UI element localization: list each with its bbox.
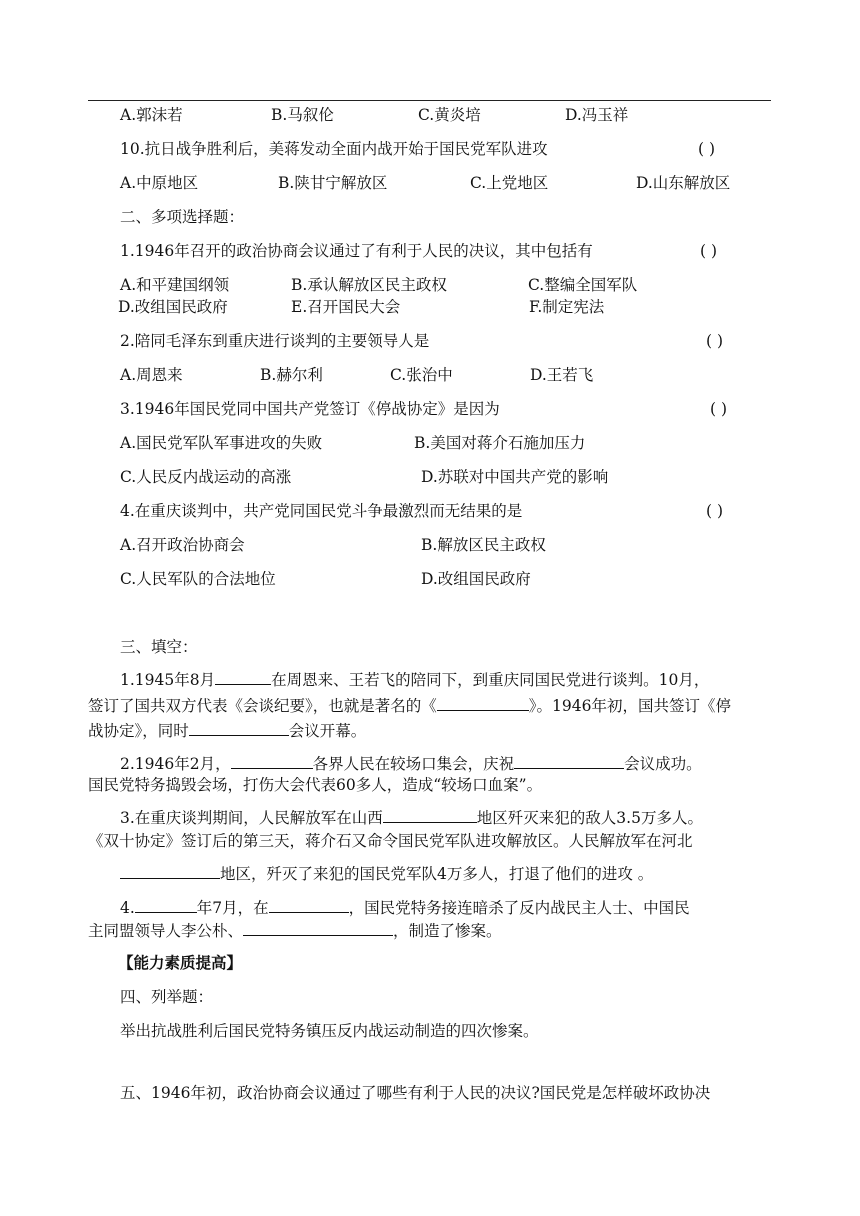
option-c: C.人民军队的合法地位 xyxy=(120,570,276,588)
fill-2-line-2: 国民党特务捣毁会场，打伤大会代表60多人，造成“较场口血案”。 xyxy=(88,776,543,794)
question-4: 4.在重庆谈判中，共产党同国民党斗争最激烈而无结果的是 xyxy=(120,502,523,520)
blank[interactable] xyxy=(135,896,197,913)
fill-2-line-1: 2.1946年2月， 各界人民在较场口集会，庆祝 会议成功。 xyxy=(120,752,702,775)
section-title: 四、列举题： xyxy=(120,988,214,1006)
option-b: B.陕甘宁解放区 xyxy=(278,174,388,192)
option-c: C.上党地区 xyxy=(470,174,549,192)
option-b: B.马叙伦 xyxy=(271,106,334,124)
list-question: 举出抗战胜利后国民党特务镇压反内战运动制造的四次惨案。 xyxy=(120,1022,539,1040)
header-rule xyxy=(88,100,771,101)
option-a: A.召开政治协商会 xyxy=(120,536,245,554)
fill-3-line-3: 地区，歼灭了来犯的国民党军队4万多人，打退了他们的进攻 。 xyxy=(120,862,653,885)
option-b: B.解放区民主政权 xyxy=(421,536,546,554)
answer-paren: ( ) xyxy=(706,502,724,520)
section-title: 三、填空： xyxy=(120,638,198,656)
option-d: D.苏联对中国共产党的影响 xyxy=(421,468,609,486)
ability-heading: 【能力素质提高】 xyxy=(118,953,243,972)
option-c: C.张治中 xyxy=(390,366,453,384)
blank[interactable] xyxy=(215,668,271,685)
question-2: 2.陪同毛泽东到重庆进行谈判的主要领导人是 xyxy=(120,332,430,350)
option-a: A.和平建国纲领 xyxy=(120,276,230,294)
option-b: B.赫尔利 xyxy=(260,366,323,384)
option-b: B.美国对蒋介石施加压力 xyxy=(414,434,586,452)
fill-4-line-1: 4. 年7月，在 ，国民党特务接连暗杀了反内战民主人士、中国民 xyxy=(120,896,690,919)
fill-3-line-1: 3.在重庆谈判期间，人民解放军在山西 地区歼灭来犯的敌人3.5万多人。 xyxy=(120,806,703,829)
option-e: E.召开国民大会 xyxy=(291,298,401,316)
fill-1-line-3: 战协定》，同时 会议开幕。 xyxy=(88,719,366,742)
answer-paren: ( ) xyxy=(700,242,718,260)
blank[interactable] xyxy=(120,862,220,879)
option-d: D.冯玉祥 xyxy=(565,106,629,124)
option-a: A.中原地区 xyxy=(120,174,199,192)
option-f: F.制定宪法 xyxy=(529,298,605,316)
option-d: D.王若飞 xyxy=(530,366,594,384)
answer-paren: ( ) xyxy=(706,332,724,350)
option-c: C.黄炎培 xyxy=(418,106,481,124)
question-10: 10.抗日战争胜利后，美蒋发动全面内战开始于国民党军队进攻 xyxy=(120,140,548,158)
fill-4-line-2: 主同盟领导人李公朴、 ，制造了惨案。 xyxy=(88,919,502,942)
fill-1-line-1: 1.1945年8月 在周恩来、王若飞的陪同下，到重庆同国民党进行谈判。10月， xyxy=(120,668,709,691)
essay-question: 五、1946年初，政治协商会议通过了哪些有利于人民的决议?国民党是怎样破坏政协决 xyxy=(120,1084,711,1102)
blank[interactable] xyxy=(231,752,313,769)
option-d: D.改组国民政府 xyxy=(421,570,531,588)
blank[interactable] xyxy=(269,896,349,913)
blank[interactable] xyxy=(243,919,393,936)
option-c: C.人民反内战运动的高涨 xyxy=(120,468,292,486)
option-a: A.郭沫若 xyxy=(120,106,183,124)
answer-paren: ( ) xyxy=(710,400,728,418)
answer-paren: ( ) xyxy=(698,140,716,158)
question-1: 1.1946年召开的政治协商会议通过了有利于人民的决议，其中包括有 xyxy=(120,242,593,260)
blank[interactable] xyxy=(437,694,529,711)
option-d: D.山东解放区 xyxy=(636,174,731,192)
fill-1-line-2: 签订了国共双方代表《会谈纪要》，也就是著名的《 》。1946年初，国共签订《停 xyxy=(88,694,731,717)
option-c: C.整编全国军队 xyxy=(528,276,638,294)
option-a: A.国民党军队军事进攻的失败 xyxy=(120,434,323,452)
blank[interactable] xyxy=(383,806,477,823)
option-b: B.承认解放区民主政权 xyxy=(291,276,447,294)
option-d: D.改组国民政府 xyxy=(118,298,228,316)
question-3: 3.1946年国民党同中国共产党签订《停战协定》是因为 xyxy=(120,400,500,418)
section-title: 二、多项选择题： xyxy=(120,208,245,226)
option-a: A.周恩来 xyxy=(120,366,183,384)
fill-3-line-2: 《双十协定》签订后的第三天，蒋介石又命令国民党军队进攻解放区。人民解放军在河北 xyxy=(88,832,693,850)
blank[interactable] xyxy=(189,719,289,736)
blank[interactable] xyxy=(514,752,624,769)
